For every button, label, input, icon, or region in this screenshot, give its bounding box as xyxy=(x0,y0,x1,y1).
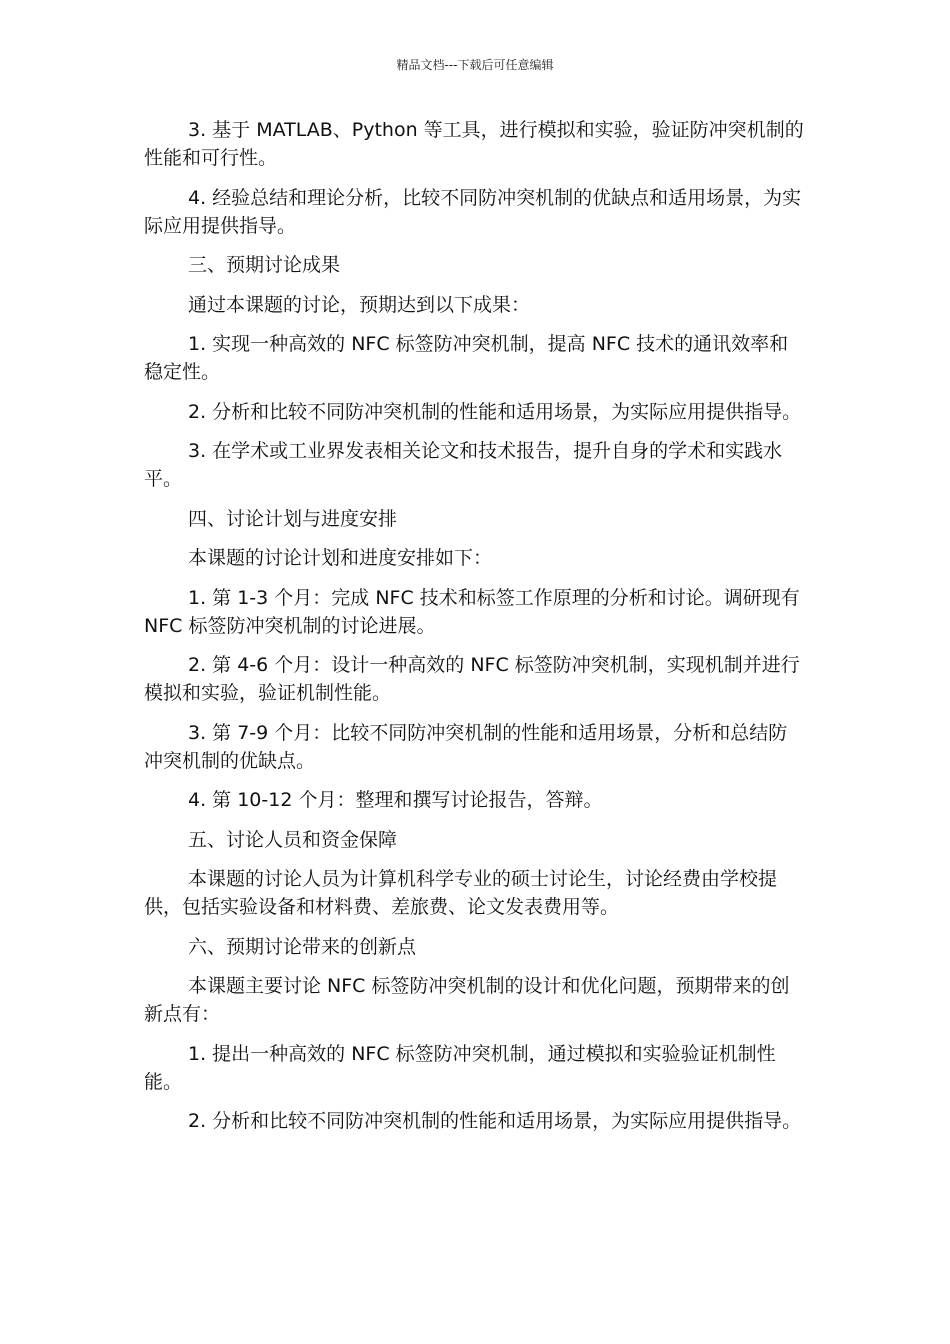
paragraph-outcome-1: 1. 实现一种高效的 NFC 标签防冲突机制，提高 NFC 技术的通讯效率和稳定性。 xyxy=(144,333,789,383)
section-heading-3: 三、预期讨论成果 xyxy=(188,254,341,276)
paragraph-plan-1: 1. 第 1-3 个月：完成 NFC 技术和标签工作原理的分析和讨论。调研现有 NFC 标签防冲突机制的讨论进展。 xyxy=(144,586,800,637)
paragraph-plan-3: 3. 第 7-9 个月：比较不同防冲突机制的性能和适用场景，分析和总结防冲突机制的优缺点。 xyxy=(144,721,788,772)
paragraph-plan-4: 4. 第 10-12 个月：整理和撰写讨论报告，答辩。 xyxy=(188,789,603,811)
paragraph-outcomes-intro: 通过本课题的讨论，预期达到以下成果： xyxy=(188,293,531,316)
paragraph-method-3: 3. 基于 MATLAB、Python 等工具，进行模拟和实验，验证防冲突机制的性能和可行性。 xyxy=(144,119,804,169)
paragraph-plan-2: 2. 第 4-6 个月：设计一种高效的 NFC 标签防冲突机制，实现机制并进行模拟和实验，验证机制性能。 xyxy=(144,654,800,704)
paragraph-innovation-intro: 本课题主要讨论 NFC 标签防冲突机制的设计和优化问题，预期带来的创新点有： xyxy=(144,975,790,1025)
paragraph-staff-funding: 本课题的讨论人员为计算机科学专业的硕士讨论生，讨论经费由学校提供，包括实验设备和材料费、差旅费、论文发表费用等。 xyxy=(144,868,778,918)
section-heading-6: 六、预期讨论带来的创新点 xyxy=(188,935,417,958)
paragraph-outcome-3: 3. 在学术或工业界发表相关论文和技术报告，提升自身的学术和实践水平。 xyxy=(144,440,783,490)
document-body xyxy=(144,116,806,1147)
paragraph-innovation-1: 1. 提出一种高效的 NFC 标签防冲突机制，通过模拟和实验验证机制性能。 xyxy=(144,1042,776,1093)
section-heading-5: 五、讨论人员和资金保障 xyxy=(188,828,398,851)
paragraph-method-4: 4. 经验总结和理论分析，比较不同防冲突机制的优缺点和适用场景，为实际应用提供指导。 xyxy=(144,186,802,237)
page-header: 精品文档---下载后可任意编辑 xyxy=(396,58,554,72)
paragraph-innovation-2: 2. 分析和比较不同防冲突机制的性能和适用场景，为实际应用提供指导。 xyxy=(188,1110,802,1132)
paragraph-plan-intro: 本课题的讨论计划和进度安排如下： xyxy=(188,547,493,569)
section-heading-4: 四、讨论计划与进度安排 xyxy=(188,507,398,530)
paragraph-outcome-2: 2. 分析和比较不同防冲突机制的性能和适用场景，为实际应用提供指导。 xyxy=(188,400,802,423)
